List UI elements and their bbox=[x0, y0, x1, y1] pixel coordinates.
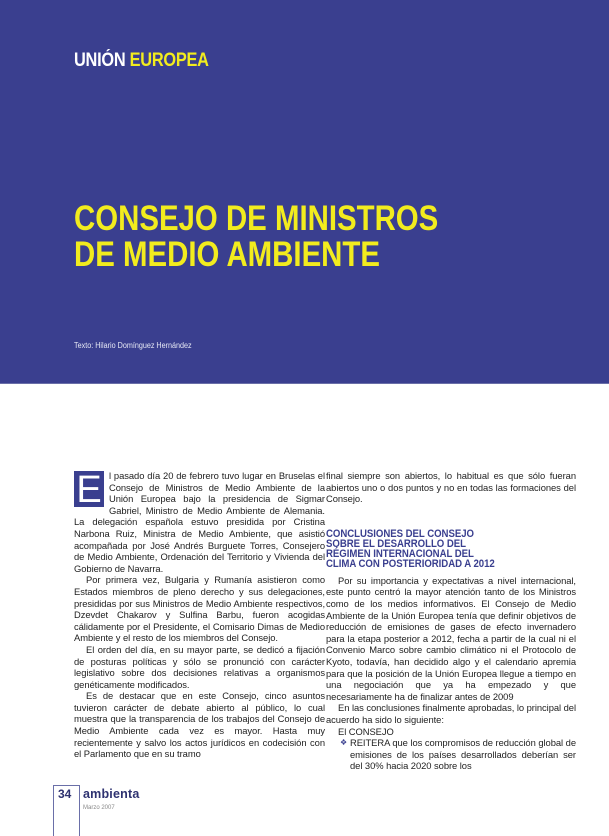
drop-cap: E bbox=[74, 471, 104, 507]
byline: Texto: Hilario Domínguez Hernández bbox=[74, 341, 192, 350]
diamond-bullet-icon: ❖ bbox=[340, 738, 348, 748]
paragraph: En las conclusiones finalmente aprobadas, lo principal del acuerdo ha sido lo siguiente: bbox=[326, 702, 576, 725]
page-number: 34 bbox=[58, 787, 72, 801]
header-banner bbox=[0, 0, 609, 384]
paragraph: final siempre son abiertos, lo habitual es que sólo fueran abiertos uno o dos puntos y no en todas las formaciones del Consejo. bbox=[326, 470, 576, 505]
article-title bbox=[74, 201, 438, 273]
paragraph: Es de destacar que en este Consejo, cinco asuntos tuvieron carácter de debate abierto al público, lo cual muestra que la transparencia de los trabajos del Consejo de Medio Ambiente cada vez es mayor. Hasta muy recientemente y salvo los actos jurídicos en codecisión con el Parlamento que en su tramo bbox=[74, 690, 325, 760]
title-line-2: DE MEDIO AMBIENTE bbox=[74, 235, 380, 274]
article-column-2 bbox=[326, 470, 576, 772]
paragraph: E l pasado día 20 de febrero tuvo lugar en Bruselas el Consejo de Ministros de Medio Ambiente de la Unión Europea bajo la presidencia de Sigmar Gabriel, Ministro de Medio Ambiente de Alemania. La delegación española estuvo presidida por Cristina Narbona Ruiz, Ministra de Medio Ambiente, que asistió acompañada por José Andrés Burguete Torres, Consejero de Medio Ambiente, Ordenación del Territorio y Vivienda del Gobierno de Navarra. bbox=[74, 469, 325, 574]
article-column-1 bbox=[74, 470, 325, 760]
consejo-label: El CONSEJO bbox=[338, 725, 394, 737]
paragraph: Por su importancia y expectativas a nivel internacional, este punto centró la mayor atención tanto de los Ministros como de los medios informativos. El Consejo de Medio Ambiente de la Unión Europea tenía que definir objetivos de reducción de emisiones de gases de efecto invernadero para la etapa posterior a 2012, fecha a partir de la cual ni el Convenio Marco sobre cambio climático ni el Protocolo de Kyoto, todavía, han decidido algo y el calendario apremia para que la posición de la Unión Europea llegue a tiempo en una negociación que ya ha empezado y que necesariamente ha de finalizar antes de 2009 bbox=[326, 574, 576, 702]
section-label-yellow: EUROPEA bbox=[129, 50, 209, 71]
magazine-name: ambienta bbox=[83, 787, 140, 801]
subheading: CONCLUSIONES DEL CONSEJO SOBRE EL DESARROLLO DEL RÉGIMEN INTERNACIONAL DEL CLIMA CON POSTERIORIDAD A 2012 bbox=[326, 527, 495, 570]
title-line-1: CONSEJO DE MINISTROS bbox=[74, 199, 439, 238]
paragraph: El orden del día, en su mayor parte, se dedicó a fijación de posturas políticas y sólo se pronunció con carácter legislativo sobre dos decisiones relativas a organismos genéticamente modificados. bbox=[74, 643, 325, 690]
paragraph: Por primera vez, Bulgaria y Rumanía asistieron como Estados miembros de pleno derecho y sus delegaciones, presididas por sus Ministros de Medio Ambiente respectivos, Dzevdet Chakarov y Sulfina Barbu, fueron acogidas cálidamente por el Presidente, el Comisario Dimas de Medio Ambiente y el resto de los miembros del Consejo. bbox=[74, 574, 325, 644]
issue-date: Marzo 2007 bbox=[83, 805, 115, 811]
bullet-item: ❖ REITERA que los compromisos de reducción global de emisiones de los países desarrollados deberían ser del 30% hacia 2020 sobre los bbox=[340, 737, 576, 772]
section-label-white: UNIÓN bbox=[74, 50, 126, 71]
section-label bbox=[74, 50, 209, 72]
